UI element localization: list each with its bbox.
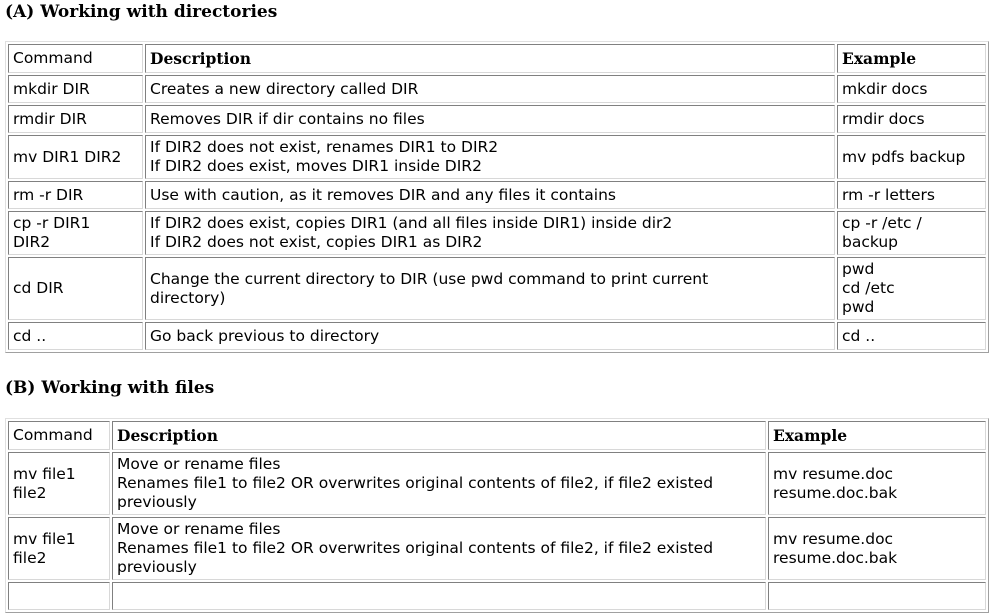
section-b-heading: (B) Working with files	[5, 378, 215, 398]
example-cell: mv resume.doc resume.doc.bak	[768, 517, 986, 580]
column-header-description: Description	[145, 44, 835, 73]
table-row	[8, 135, 986, 179]
description-cell: Change the current directory to DIR (use pwd command to print current directory)	[145, 257, 835, 320]
table-row	[8, 257, 986, 320]
files-table	[5, 418, 989, 613]
example-cell: rm -r letters	[837, 181, 986, 209]
example-cell: cd ..	[837, 322, 986, 350]
description-cell: Removes DIR if dir contains no files	[145, 105, 835, 133]
command-cell: cp -r DIR1 DIR2	[8, 211, 143, 255]
column-header-description: Description	[112, 421, 766, 450]
command-cell: rmdir DIR	[8, 105, 143, 133]
example-cell: cp -r /etc / backup	[837, 211, 986, 255]
description-cell: If DIR2 does exist, copies DIR1 (and all files inside DIR1) inside dir2 If DIR2 does not exist, copies DIR1 as DIR2	[145, 211, 835, 255]
command-cell: mkdir DIR	[8, 75, 143, 103]
command-cell: mv DIR1 DIR2	[8, 135, 143, 179]
table-row	[8, 322, 986, 350]
description-cell: Use with caution, as it removes DIR and any files it contains	[145, 181, 835, 209]
table-row	[8, 75, 986, 103]
example-cell: mv resume.doc resume.doc.bak	[768, 452, 986, 515]
command-cell: mv file1 file2	[8, 517, 110, 580]
column-header-example: Example	[768, 421, 986, 450]
table-header-row	[8, 421, 986, 450]
table-row	[8, 452, 986, 515]
description-cell: If DIR2 does not exist, renames DIR1 to DIR2 If DIR2 does exist, moves DIR1 inside DIR2	[145, 135, 835, 179]
table-row	[8, 582, 986, 610]
command-cell: rm -r DIR	[8, 181, 143, 209]
command-cell: mv file1 file2	[8, 452, 110, 515]
description-cell: Move or rename files Renames file1 to file2 OR overwrites original contents of file2, if file2 existed previously	[112, 452, 766, 515]
command-cell: cd ..	[8, 322, 143, 350]
example-cell: pwd cd /etc pwd	[837, 257, 986, 320]
section-a-heading: (A) Working with directories	[5, 2, 278, 22]
table-row	[8, 181, 986, 209]
table-row	[8, 105, 986, 133]
table-row	[8, 517, 986, 580]
description-cell: Move or rename files Renames file1 to file2 OR overwrites original contents of file2, if file2 existed previously	[112, 517, 766, 580]
column-header-command: Command	[8, 44, 143, 73]
example-cell: mkdir docs	[837, 75, 986, 103]
description-cell: Go back previous to directory	[145, 322, 835, 350]
command-cell	[8, 582, 110, 610]
table-row	[8, 211, 986, 255]
column-header-example: Example	[837, 44, 986, 73]
command-cell: cd DIR	[8, 257, 143, 320]
example-cell: mv pdfs backup	[837, 135, 986, 179]
example-cell	[768, 582, 986, 610]
example-cell: rmdir docs	[837, 105, 986, 133]
description-cell	[112, 582, 766, 610]
directories-table	[5, 41, 989, 353]
table-header-row	[8, 44, 986, 73]
column-header-command: Command	[8, 421, 110, 450]
description-cell: Creates a new directory called DIR	[145, 75, 835, 103]
